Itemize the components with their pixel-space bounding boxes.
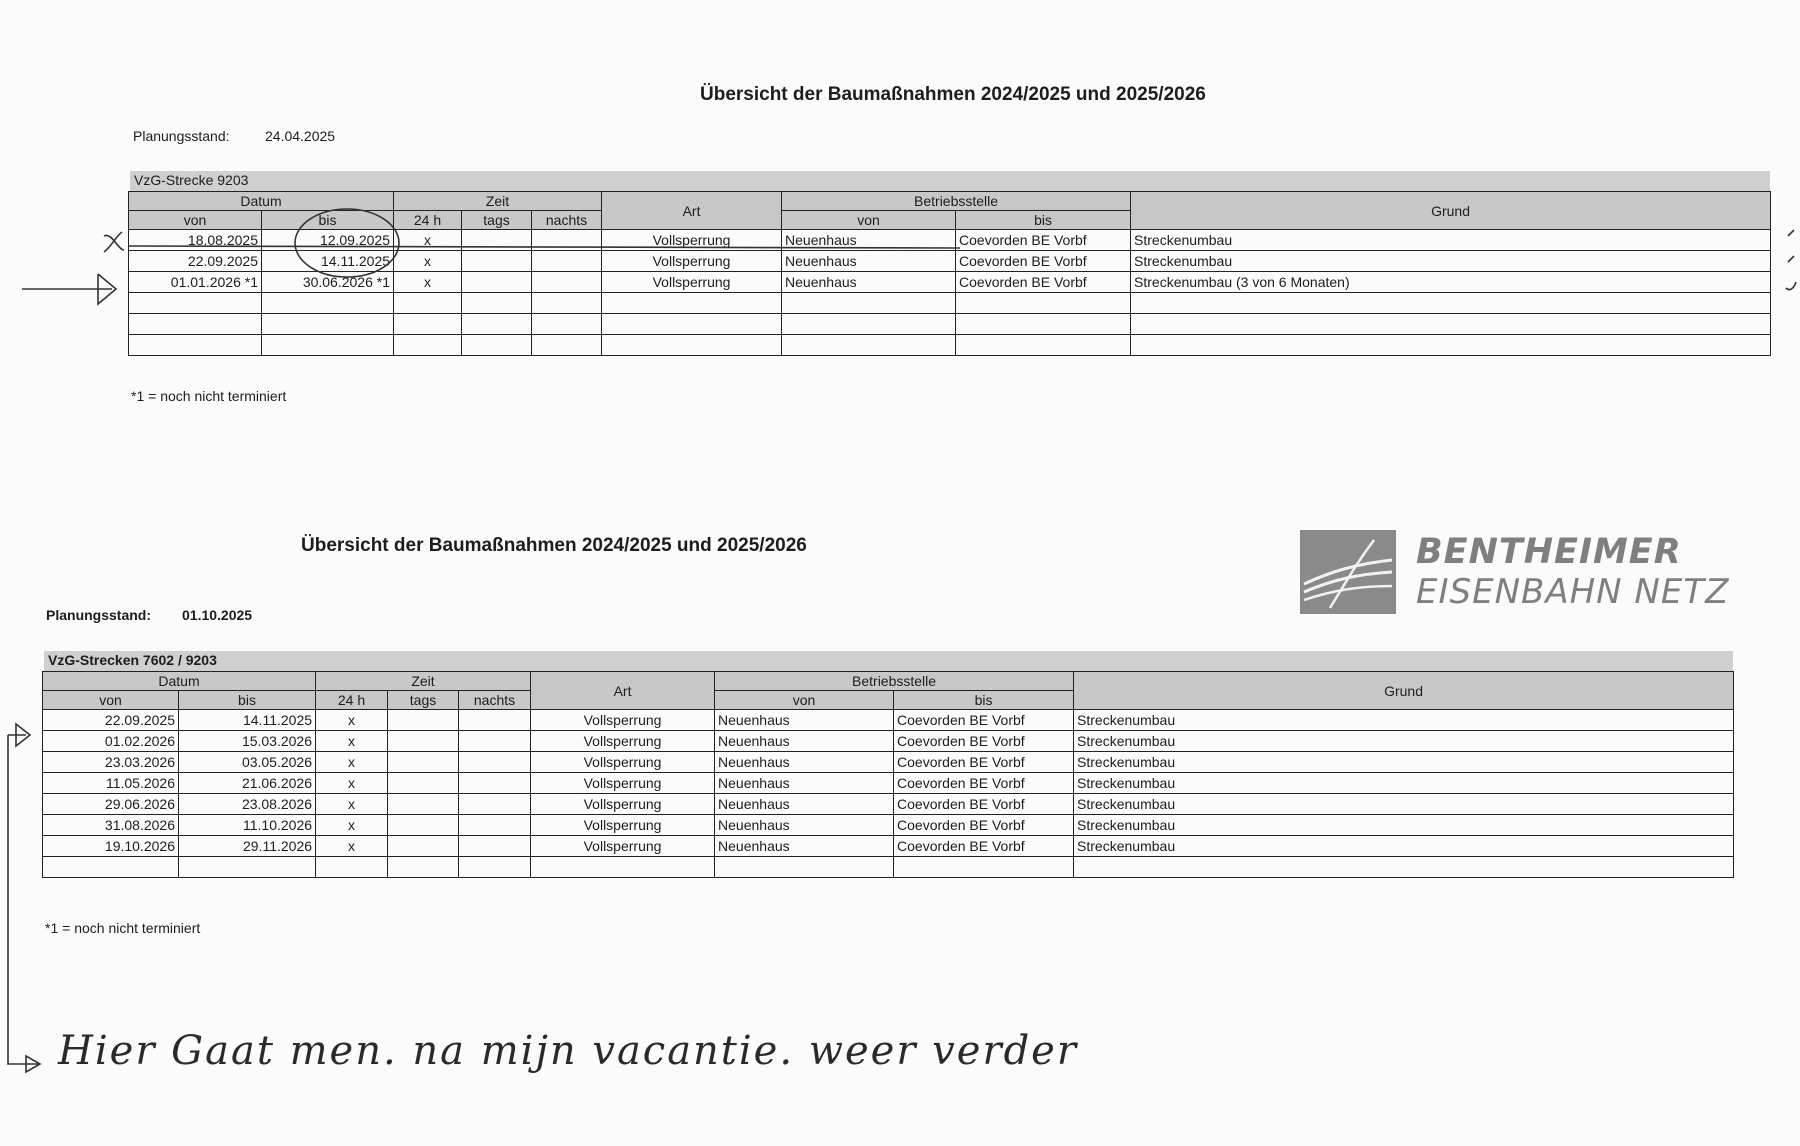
table-row <box>43 815 1734 836</box>
cell-von: 31.08.2026 <box>43 815 179 836</box>
cell-bis <box>262 314 394 335</box>
cell-von: 19.10.2026 <box>43 836 179 857</box>
cell-h24: x <box>394 251 462 272</box>
cell-art <box>602 293 782 314</box>
cell-art: Vollsperrung <box>531 815 715 836</box>
cell-h24: x <box>394 272 462 293</box>
cell-von: 23.03.2026 <box>43 752 179 773</box>
doc2-stand-date: 01.10.2025 <box>182 607 253 623</box>
cell-von <box>129 293 262 314</box>
cell-bs-bis: Coevorden BE Vorbf <box>894 773 1074 794</box>
cell-tags <box>462 335 532 356</box>
cell-art: Vollsperrung <box>531 836 715 857</box>
header-zeit: Zeit <box>316 672 531 691</box>
cell-art: Vollsperrung <box>602 251 782 272</box>
cell-grund <box>1131 335 1771 356</box>
cell-grund: Streckenumbau <box>1074 731 1734 752</box>
cell-von <box>129 335 262 356</box>
cell-nachts <box>532 293 602 314</box>
cell-grund: Streckenumbau <box>1131 251 1771 272</box>
cell-von <box>43 857 179 878</box>
cell-bs-bis: Coevorden BE Vorbf <box>894 815 1074 836</box>
header-nachts: nachts <box>532 211 602 230</box>
cell-von: 11.05.2026 <box>43 773 179 794</box>
header-bis: bis <box>179 691 316 710</box>
cell-von: 18.08.2025 <box>129 230 262 251</box>
arrow-right-icon <box>8 724 40 1072</box>
cell-h24 <box>394 335 462 356</box>
cell-nachts <box>459 794 531 815</box>
cell-bs-von <box>782 293 956 314</box>
cell-von <box>129 314 262 335</box>
cell-von: 29.06.2026 <box>43 794 179 815</box>
cell-tags <box>462 272 532 293</box>
header-art: Art <box>531 672 715 710</box>
header-24h: 24 h <box>316 691 388 710</box>
cell-h24: x <box>394 230 462 251</box>
doc1-stand-label: Planungsstand: <box>133 128 230 144</box>
cell-art: Vollsperrung <box>531 794 715 815</box>
cell-grund: Streckenumbau <box>1074 836 1734 857</box>
cell-art: Vollsperrung <box>531 731 715 752</box>
cell-tags <box>462 230 532 251</box>
cell-bs-bis: Coevorden BE Vorbf <box>956 251 1131 272</box>
cell-tags <box>388 731 459 752</box>
cell-nachts <box>532 230 602 251</box>
logo-mark-icon <box>1300 530 1396 614</box>
table-row <box>129 272 1771 293</box>
cell-nachts <box>459 857 531 878</box>
table-row <box>43 731 1734 752</box>
cell-tags <box>388 857 459 878</box>
header-zeit: Zeit <box>394 192 602 211</box>
cell-bs-bis <box>894 857 1074 878</box>
cell-grund <box>1074 857 1734 878</box>
cell-art: Vollsperrung <box>531 752 715 773</box>
logo-line1: BENTHEIMER <box>1416 532 1682 572</box>
doc1-stand-date: 24.04.2025 <box>265 128 336 144</box>
cell-tags <box>462 314 532 335</box>
cell-art <box>602 314 782 335</box>
cell-bs-bis <box>956 335 1131 356</box>
cell-bis <box>179 857 316 878</box>
doc2-table <box>42 671 1734 878</box>
cell-bis: 14.11.2025 <box>262 251 394 272</box>
cell-bs-von: Neuenhaus <box>782 251 956 272</box>
cell-grund <box>1131 314 1771 335</box>
cell-bis <box>262 335 394 356</box>
cell-art: Vollsperrung <box>531 710 715 731</box>
doc1-footnote: *1 = noch nicht terminiert <box>131 388 287 404</box>
table-row <box>43 794 1734 815</box>
header-art: Art <box>602 192 782 230</box>
header-bs-von: von <box>715 691 894 710</box>
header-bs-bis: bis <box>956 211 1131 230</box>
cell-h24: x <box>316 794 388 815</box>
cell-bis: 21.06.2026 <box>179 773 316 794</box>
header-24h: 24 h <box>394 211 462 230</box>
cell-bis <box>262 293 394 314</box>
cell-tags <box>388 815 459 836</box>
cell-bs-bis: Coevorden BE Vorbf <box>894 752 1074 773</box>
cell-bs-von: Neuenhaus <box>715 815 894 836</box>
doc1-title: Übersicht der Baumaßnahmen 2024/2025 und 2025/2026 <box>700 84 1206 105</box>
cell-von: 22.09.2025 <box>43 710 179 731</box>
doc1-strecke-bar: VzG-Strecke 9203 <box>130 171 1770 191</box>
cell-bs-von <box>715 857 894 878</box>
cell-bs-von <box>782 335 956 356</box>
cell-nachts <box>532 251 602 272</box>
cell-von: 01.01.2026 *1 <box>129 272 262 293</box>
cell-h24: x <box>316 731 388 752</box>
cell-h24 <box>316 857 388 878</box>
handwritten-note: Hier Gaat men. na mijn vacantie. weer verder <box>58 1028 1078 1074</box>
cell-art: Vollsperrung <box>531 773 715 794</box>
cell-bis: 15.03.2026 <box>179 731 316 752</box>
table-row <box>129 335 1771 356</box>
cell-bs-von: Neuenhaus <box>715 752 894 773</box>
cell-tags <box>388 773 459 794</box>
arrow-right-icon <box>22 274 116 304</box>
cell-art <box>602 335 782 356</box>
cell-nachts <box>459 752 531 773</box>
cell-tags <box>462 293 532 314</box>
cell-bis: 29.11.2026 <box>179 836 316 857</box>
table-row <box>129 251 1771 272</box>
cell-art <box>531 857 715 878</box>
table-row <box>129 293 1771 314</box>
header-grund: Grund <box>1131 192 1771 230</box>
header-tags: tags <box>462 211 532 230</box>
cell-grund: Streckenumbau <box>1131 230 1771 251</box>
cell-von: 22.09.2025 <box>129 251 262 272</box>
cell-h24: x <box>316 752 388 773</box>
cell-tags <box>388 710 459 731</box>
cell-grund <box>1131 293 1771 314</box>
cell-bs-bis: Coevorden BE Vorbf <box>894 794 1074 815</box>
cell-bis: 03.05.2026 <box>179 752 316 773</box>
cell-grund: Streckenumbau (3 von 6 Monaten) <box>1131 272 1771 293</box>
table-row <box>43 836 1734 857</box>
cell-nachts <box>459 710 531 731</box>
cell-von: 01.02.2026 <box>43 731 179 752</box>
header-von: von <box>43 691 179 710</box>
header-bs-bis: bis <box>894 691 1074 710</box>
header-betriebsstelle: Betriebsstelle <box>715 672 1074 691</box>
cell-bs-bis: Coevorden BE Vorbf <box>956 230 1131 251</box>
cell-bs-von: Neuenhaus <box>715 710 894 731</box>
header-grund: Grund <box>1074 672 1734 710</box>
cell-art: Vollsperrung <box>602 230 782 251</box>
table-row <box>43 773 1734 794</box>
cell-h24: x <box>316 710 388 731</box>
cell-nachts <box>459 815 531 836</box>
cell-bis: 30.06.2026 *1 <box>262 272 394 293</box>
cell-nachts <box>532 335 602 356</box>
cell-bis: 12.09.2025 <box>262 230 394 251</box>
cell-tags <box>388 794 459 815</box>
header-bs-von: von <box>782 211 956 230</box>
cell-bs-von: Neuenhaus <box>715 836 894 857</box>
table-row <box>43 752 1734 773</box>
doc2-strecke-bar: VzG-Strecken 7602 / 9203 <box>44 651 1733 671</box>
cell-nachts <box>532 272 602 293</box>
cell-bs-bis: Coevorden BE Vorbf <box>894 731 1074 752</box>
cell-tags <box>388 836 459 857</box>
bentheimer-logo <box>1300 530 1740 616</box>
doc2-footnote: *1 = noch nicht terminiert <box>45 920 201 936</box>
cell-bs-von: Neuenhaus <box>782 230 956 251</box>
cell-tags <box>462 251 532 272</box>
cell-grund: Streckenumbau <box>1074 752 1734 773</box>
cell-bs-von: Neuenhaus <box>782 272 956 293</box>
cell-nachts <box>459 773 531 794</box>
cell-bs-bis: Coevorden BE Vorbf <box>956 272 1131 293</box>
cell-grund: Streckenumbau <box>1074 815 1734 836</box>
header-nachts: nachts <box>459 691 531 710</box>
cell-bis: 14.11.2025 <box>179 710 316 731</box>
cell-h24 <box>394 293 462 314</box>
cell-grund: Streckenumbau <box>1074 794 1734 815</box>
logo-line2: EISENBAHN NETZ <box>1416 572 1730 612</box>
cell-bs-bis: Coevorden BE Vorbf <box>894 836 1074 857</box>
header-betriebsstelle: Betriebsstelle <box>782 192 1131 211</box>
cell-bs-bis <box>956 314 1131 335</box>
cell-h24: x <box>316 773 388 794</box>
cell-nachts <box>459 836 531 857</box>
header-bis: bis <box>262 211 394 230</box>
cell-grund: Streckenumbau <box>1074 773 1734 794</box>
check-mark-icon <box>104 232 124 252</box>
doc2-title: Übersicht der Baumaßnahmen 2024/2025 und 2025/2026 <box>301 535 807 556</box>
cell-h24 <box>394 314 462 335</box>
cell-h24: x <box>316 815 388 836</box>
header-tags: tags <box>388 691 459 710</box>
cell-tags <box>388 752 459 773</box>
cell-h24: x <box>316 836 388 857</box>
header-datum: Datum <box>129 192 394 211</box>
bracket-line <box>8 735 40 1064</box>
cell-bs-bis: Coevorden BE Vorbf <box>894 710 1074 731</box>
doc2-stand-label: Planungsstand: <box>46 607 152 623</box>
cell-bis: 11.10.2026 <box>179 815 316 836</box>
cell-nachts <box>459 731 531 752</box>
doc1-table <box>128 191 1771 356</box>
cell-bs-bis <box>956 293 1131 314</box>
cell-bs-von: Neuenhaus <box>715 794 894 815</box>
cell-bs-von: Neuenhaus <box>715 773 894 794</box>
header-datum: Datum <box>43 672 316 691</box>
cell-bis: 23.08.2026 <box>179 794 316 815</box>
table-row <box>43 857 1734 878</box>
cell-grund: Streckenumbau <box>1074 710 1734 731</box>
cell-bs-von <box>782 314 956 335</box>
cell-nachts <box>532 314 602 335</box>
cell-art: Vollsperrung <box>602 272 782 293</box>
tick-icon <box>1786 230 1796 290</box>
cell-bs-von: Neuenhaus <box>715 731 894 752</box>
table-row <box>43 710 1734 731</box>
table-row <box>129 230 1771 251</box>
header-von: von <box>129 211 262 230</box>
table-row <box>129 314 1771 335</box>
